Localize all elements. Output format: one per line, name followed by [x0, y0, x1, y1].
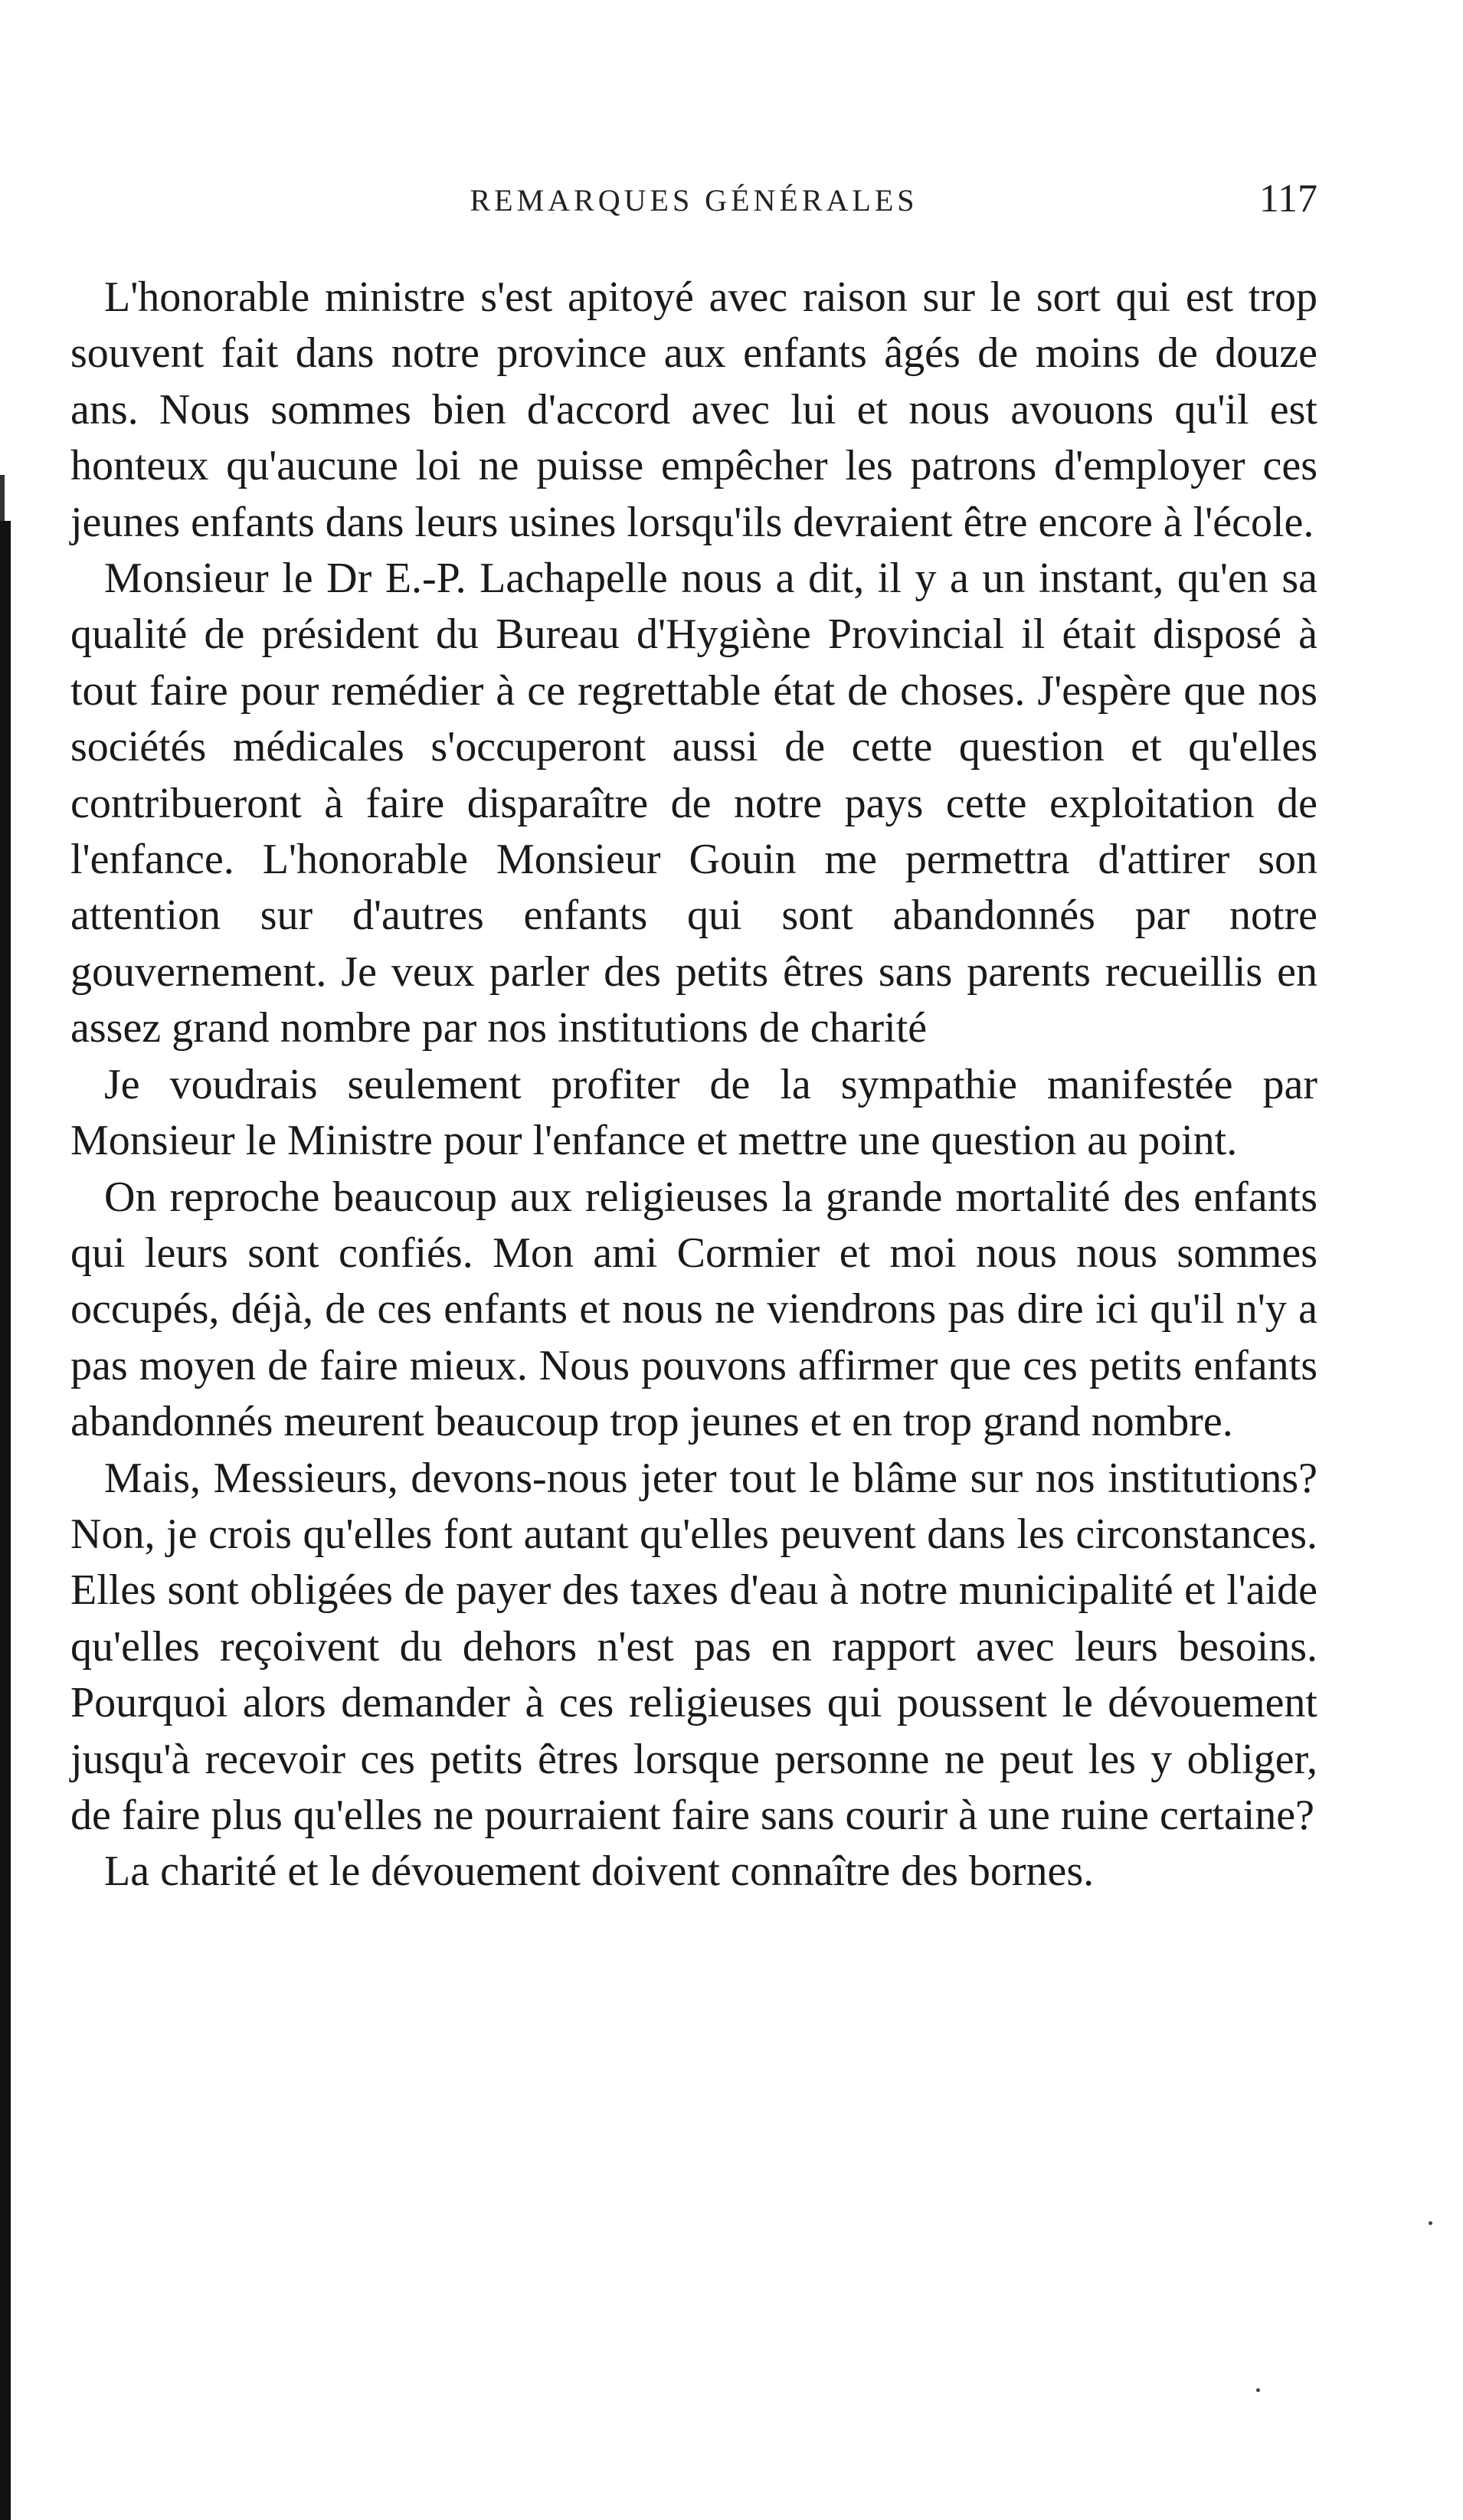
- paragraph: Je voudrais seulement profiter de la sympathie manifestée par Monsieur le Ministre pour l'enfance et mettre une question au point.: [70, 1060, 1317, 1165]
- print-speck: [1429, 2221, 1432, 2225]
- page-header: [70, 177, 1317, 228]
- body-text: [70, 270, 1317, 1900]
- binding-edge: [0, 521, 11, 2520]
- paragraph: On reproche beaucoup aux religieuses la grande mortalité des enfants qui leurs sont confiés. Mon ami Cormier et moi nous nous sommes occupés, déjà, de ces enfants et nous ne viendrons pas dire ici qu'il n'y a pas moyen de faire mieux. Nous pouvons affirmer que ces petits enfants abandonnés meurent beaucoup trop jeunes et en trop grand nombre.: [70, 1173, 1317, 1446]
- paragraph: Mais, Messieurs, devons-nous jeter tout le blâme sur nos institutions? Non, je crois qu'elles font autant qu'elles peuvent dans les circonstances. Elles sont obligées de payer des taxes d'eau à notre municipalité et l'aide qu'elles reçoivent du dehors n'est pas en rapport avec leurs besoins. Pourquoi alors demander à ces religieuses qui poussent le dévouement jusqu'à recevoir ces petits êtres lorsque personne ne peut les y obliger, de faire plus qu'elles ne pourraient faire sans courir à une ruine certaine?: [70, 1454, 1317, 1839]
- paragraph: La charité et le dévouement doivent connaître des bornes.: [104, 1847, 1095, 1896]
- paragraph: L'honorable ministre s'est apitoyé avec raison sur le sort qui est trop souvent fait dans notre province aux enfants âgés de moins de douze ans. Nous sommes bien d'accord avec lui et nous avouons qu'il est honteux qu'aucune loi ne puisse empêcher les patrons d'employer ces jeunes enfants dans leurs usines lorsqu'ils devraient être encore à l'école.: [70, 273, 1317, 546]
- page-number: 117: [1258, 177, 1317, 221]
- running-title: REMARQUES GÉNÉRALES: [470, 183, 918, 218]
- print-speck: [1256, 2388, 1260, 2392]
- paragraph: Monsieur le Dr E.-P. Lachapelle nous a dit, il y a un instant, qu'en sa qualité de président du Bureau d'Hygiène Provincial il était disposé à tout faire pour remédier à ce regrettable état de choses. J'espère que nos sociétés médicales s'occuperont aussi de cette question et qu'elles contribueront à faire disparaître de notre pays cette exploitation de l'enfance. L'honorable Monsieur Gouin me permettra d'attirer son attention sur d'autres enfants qui sont abandonnés par notre gouvernement. Je veux parler des petits êtres sans parents recueillis en assez grand nombre par nos institutions de charité: [70, 555, 1317, 1052]
